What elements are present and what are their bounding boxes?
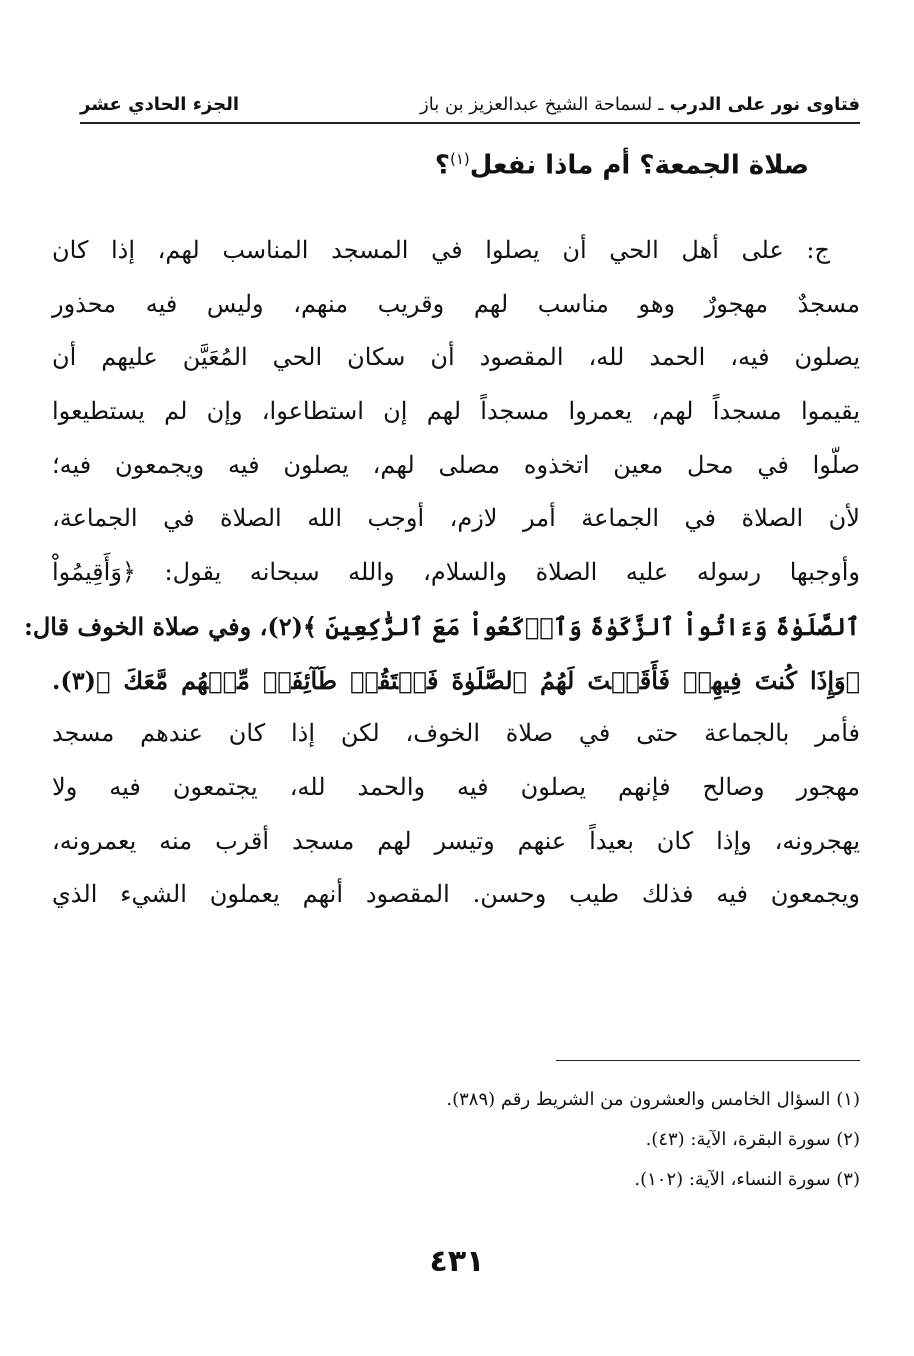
footnotes: [52, 1080, 860, 1200]
answer-line: يقيموا مسجداً لهم، يعمروا مسجداً لهم إن استطاعوا، وإن لم يستطيعوا: [52, 397, 860, 426]
footnote-item: (٣) سورة النساء، الآية: (١٠٢).: [634, 1169, 860, 1190]
answer-line: مسجدٌ مهجورٌ وهو مناسب لهم وقريب منهم، وليس فيه محذور: [52, 289, 860, 318]
header-separator: ـ: [658, 93, 664, 115]
volume-label: الجزء الحادي عشر: [80, 93, 240, 115]
quran-verse-line: ﴿وَإِذَا كُنتَ فِيهِمۡ فَأَقَمۡتَ لَهُمُ ٱلصَّلَوٰةَ فَلۡتَقُمۡ طَآئِفَةٞ مِّنۡهُم مَّعَكَ ﴾(٣).: [52, 665, 860, 695]
answer-line: لأن الصلاة في الجماعة أمر لازم، أوجب الله الصلاة في الجماعة،: [52, 504, 860, 533]
answer-line: يصلون فيه، الحمد لله، المقصود أن سكان الحي المُعَيَّن عليهم أن: [52, 343, 860, 372]
answer-line: مهجور وصالح فإنهم يصلون فيه والحمد لله، يجتمعون فيه ولا: [52, 772, 861, 801]
footnote-divider: [556, 1060, 860, 1061]
question-mark: ؟: [434, 150, 450, 181]
answer-body: [23, 224, 861, 922]
quran-verse-line: ٱلصَّلَوٰةَ وَءَاتُواْ ٱلزَّكَوٰةَ وَٱرۡكَعُواْ مَعَ ٱلرَّٰكِعِينَ ﴾(٢)، وفي صلاة الخوف قال:: [23, 611, 860, 641]
footnote-item: (٢) سورة البقرة، الآية: (٤٣).: [645, 1129, 860, 1150]
answer-line: ج: على أهل الحي أن يصلوا في المسجد المناسب لهم، إذا كان: [52, 236, 830, 264]
footnote-item: (١) السؤال الخامس والعشرون من الشريط رقم (٣٨٩).: [446, 1089, 860, 1110]
answer-line: صلّوا في محل معين اتخذوه مصلى لهم، يصلون فيه ويجمعون فيه؛: [52, 450, 860, 479]
header-title-group: [420, 94, 860, 115]
book-title: فتاوى نور على الدرب: [669, 93, 860, 115]
question-footnote-ref: (١): [449, 150, 470, 168]
answer-line: ويجمعون فيه فذلك طيب وحسن. المقصود أنهم يعملون الشيء الذي: [52, 880, 860, 909]
answer-line: يهجرونه، وإذا كان بعيداً عنهم وتيسر لهم مسجد أقرب منه يعمرونه،: [52, 826, 860, 855]
answer-line: وأوجبها رسوله عليه الصلاة والسلام، والله سبحانه يقول: ﴿وَأَقِيمُواْ: [52, 558, 860, 587]
running-header: [80, 86, 860, 124]
question-heading: [435, 150, 809, 181]
answer-line: فأمر بالجماعة حتى في صلاة الخوف، لكن إذا كان عندهم مسجد: [52, 719, 860, 748]
question-text: صلاة الجمعة؟ أم ماذا نفعل: [469, 150, 809, 181]
author-name: لسماحة الشيخ عبدالعزيز بن باز: [420, 93, 653, 115]
page-number: ٤٣١: [429, 1244, 485, 1279]
